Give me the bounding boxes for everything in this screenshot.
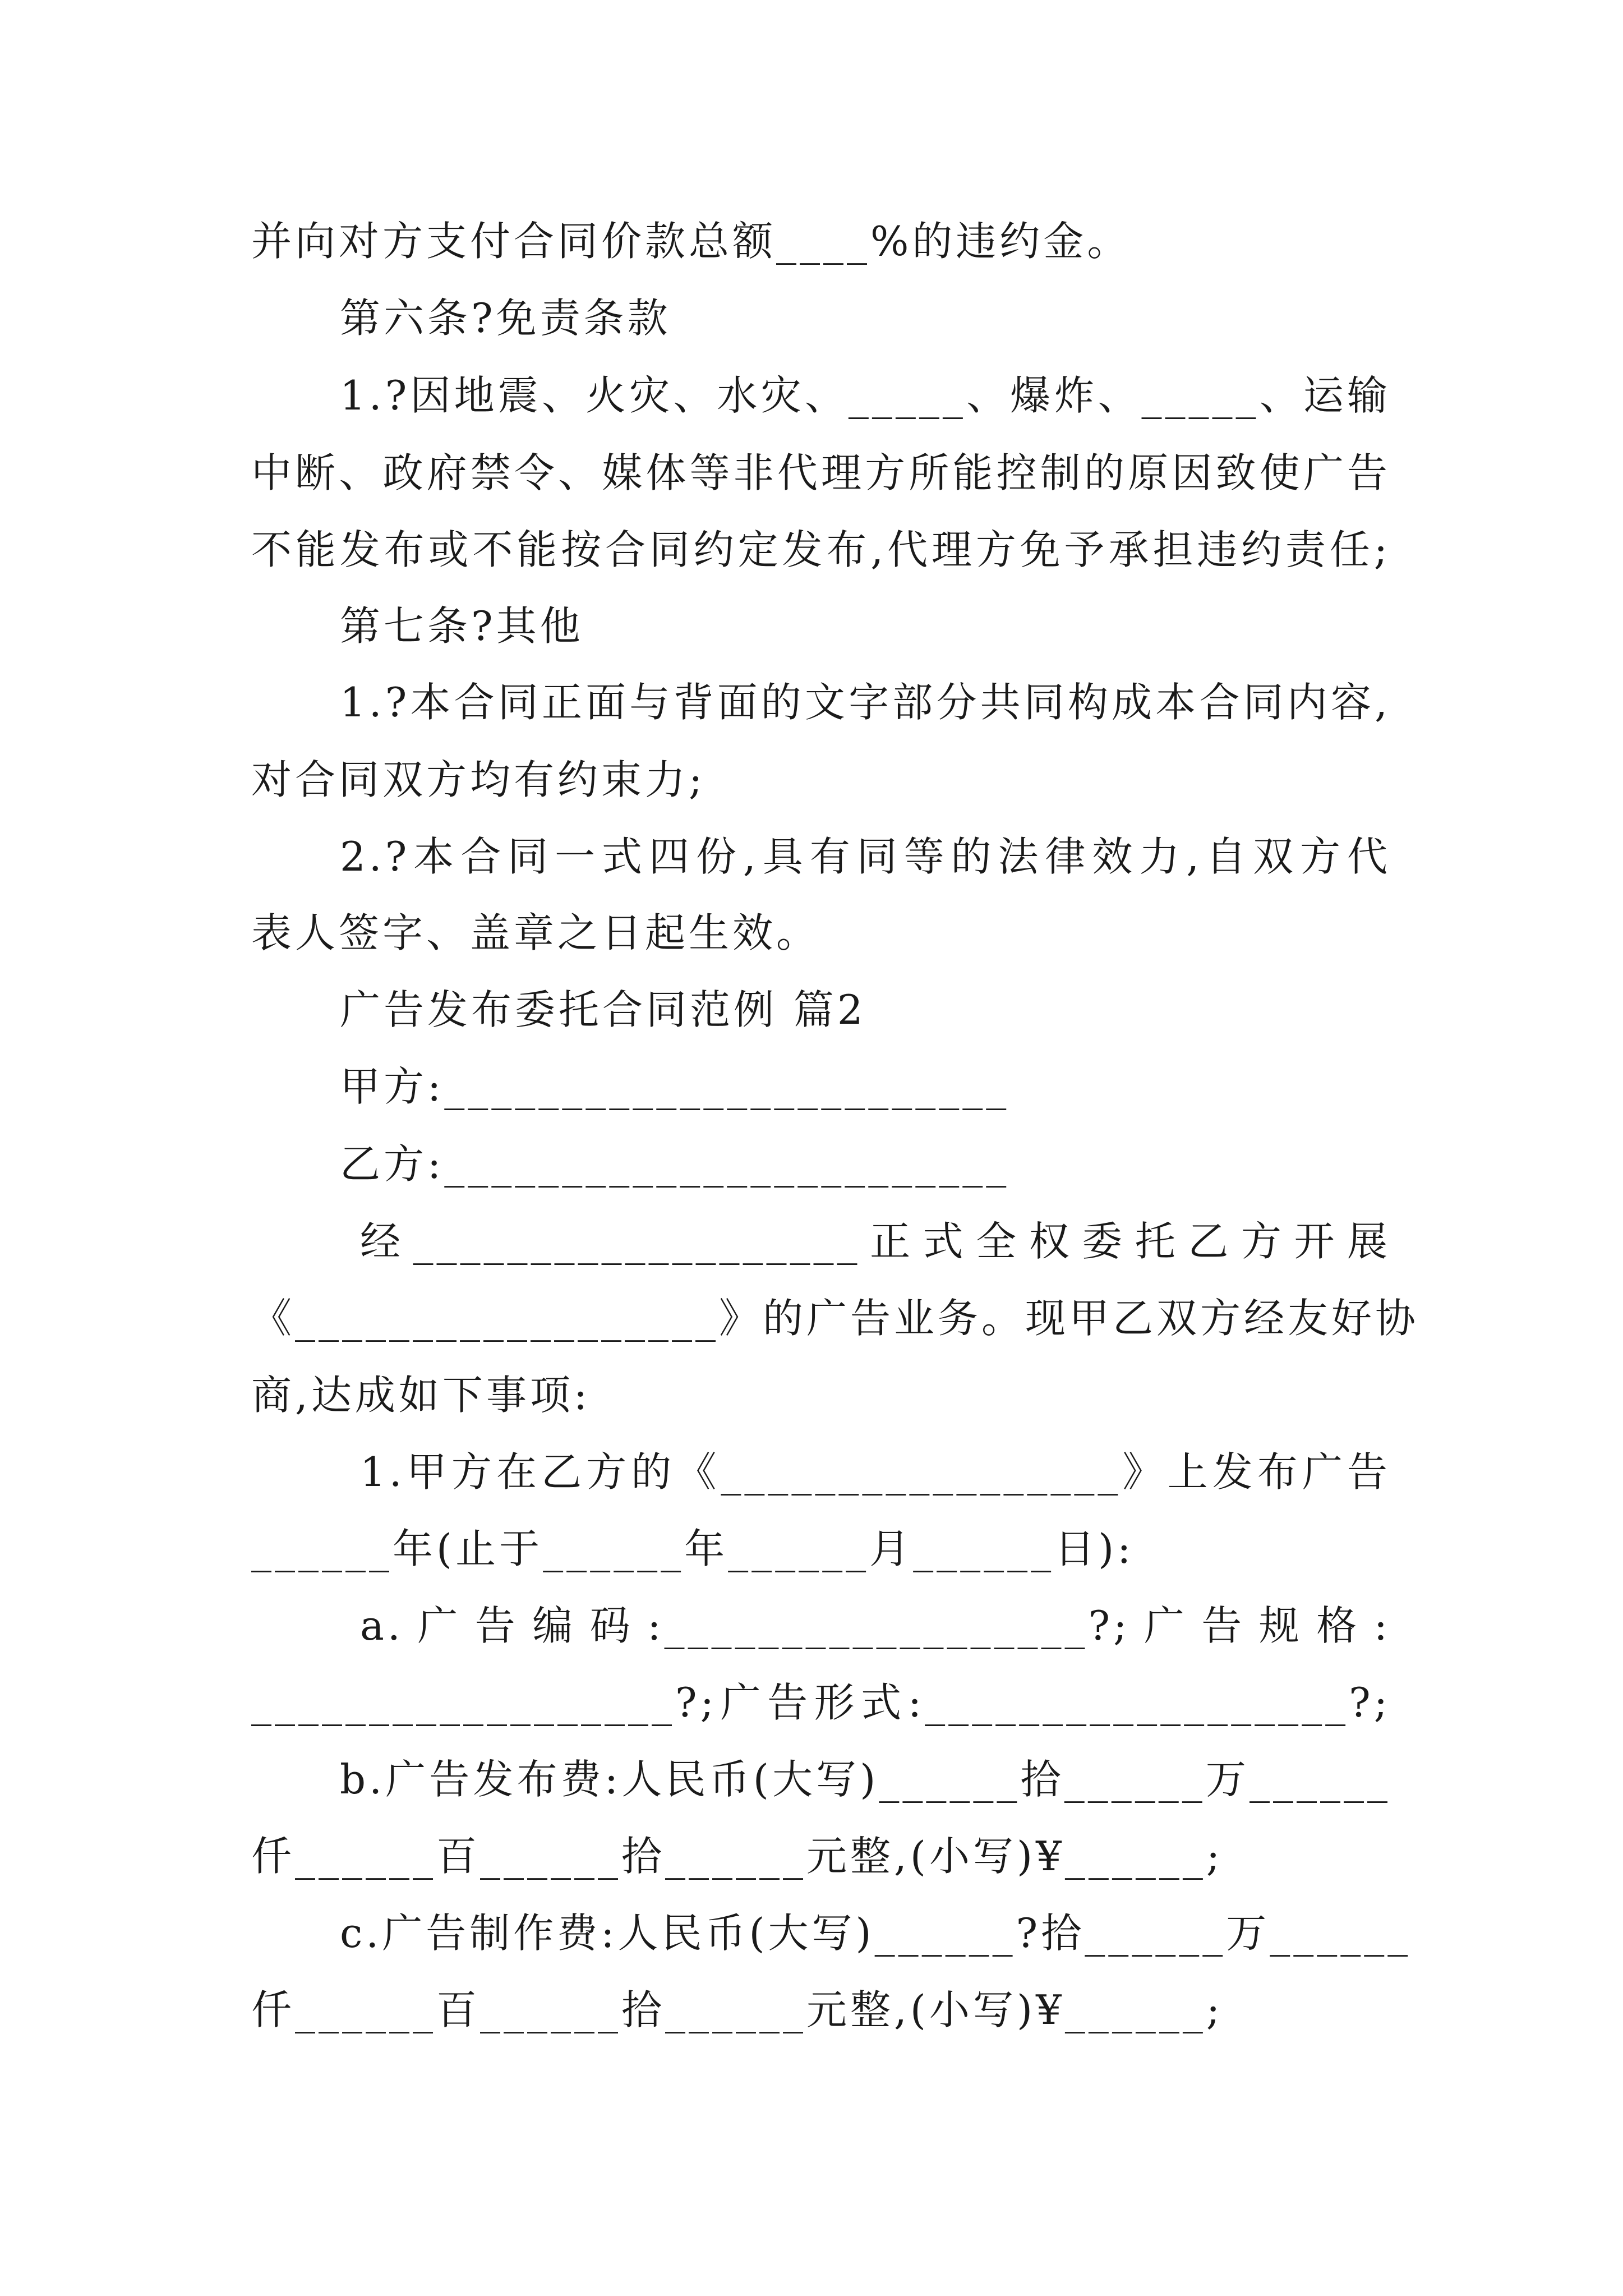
text-line: 仟______百______拾______元整,(小写)¥______; <box>251 1833 1224 1880</box>
text-line: 经___________________正式全权委托乙方开展 <box>360 1218 1391 1265</box>
section-heading: 第六条?免责条款 <box>340 295 671 342</box>
text-line: 对合同双方均有约束力; <box>251 756 706 803</box>
section-heading: 第七条?其他 <box>340 602 584 650</box>
text-line: __________________?;广告形式:__________________?; <box>251 1679 1391 1726</box>
text-line: 表人签字、盖章之日起生效。 <box>251 909 820 956</box>
text-line: 《__________________》的广告业务。现甲乙双方经友好协 <box>251 1295 1419 1342</box>
text-line: 1.?本合同正面与背面的文字部分共同构成本合同内容, <box>340 679 1391 726</box>
document-title: 广告发布委托合同范例 篇2 <box>340 986 866 1033</box>
text-line: a.广告编码:__________________?;广告规格: <box>360 1602 1391 1649</box>
text-line: ______年(止于______年______月______日): <box>251 1525 1135 1572</box>
text-line: b.广告发布费:人民币(大写)______拾______万______ <box>340 1756 1391 1803</box>
text-line: 不能发布或不能按合同约定发布,代理方免予承担违约责任; <box>251 526 1391 573</box>
text-line: 中断、政府禁令、媒体等非代理方所能控制的原因致使广告 <box>251 449 1391 496</box>
party-b-line: 乙方:________________________ <box>340 1140 1010 1188</box>
text-line: c.广告制作费:人民币(大写)______?拾______万______ <box>340 1910 1412 1957</box>
text-line: 1.甲方在乙方的《_________________》上发布广告 <box>360 1448 1391 1496</box>
text-line: 1.?因地震、火灾、水灾、_____、爆炸、_____、运输 <box>340 372 1391 419</box>
party-a-line: 甲方:________________________ <box>340 1063 1010 1110</box>
text-line: 商,达成如下事项: <box>251 1372 591 1419</box>
text-line: 仟______百______拾______元整,(小写)¥______; <box>251 1986 1224 2033</box>
text-line: 2.?本合同一式四份,具有同等的法律效力,自双方代 <box>340 833 1391 880</box>
text-line: 并向对方支付合同价款总额____%的违约金。 <box>251 218 1131 265</box>
